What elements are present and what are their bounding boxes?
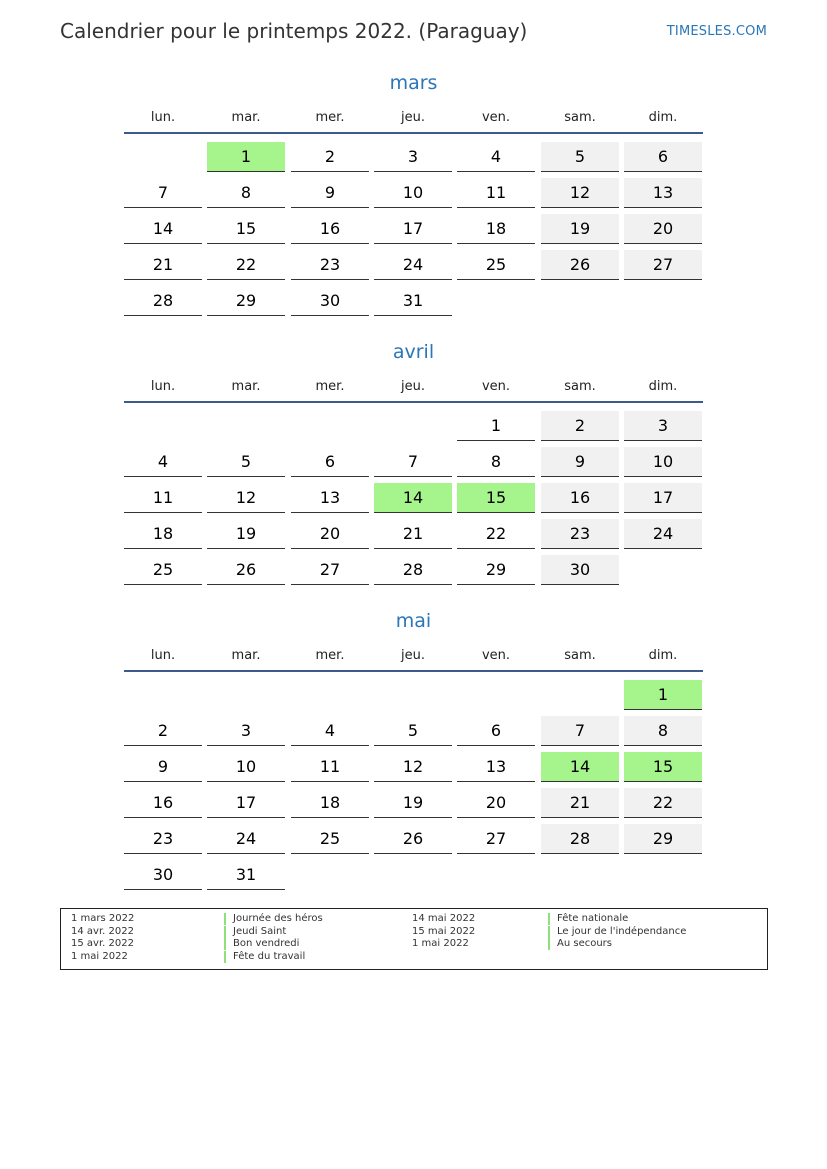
day-cell: 15 xyxy=(207,214,285,244)
day-cell: 7 xyxy=(374,447,452,477)
day-cell: 23 xyxy=(291,250,369,280)
legend-holiday-name: Le jour de l'indépendance xyxy=(548,926,686,938)
weekday-header xyxy=(124,379,703,399)
day-cell: 27 xyxy=(624,250,702,280)
header-rule xyxy=(124,132,703,134)
day-cell: 10 xyxy=(624,447,702,477)
day-cell: 28 xyxy=(541,824,619,854)
day-cell: 1 xyxy=(457,411,535,441)
weekday-label: lun. xyxy=(150,648,176,663)
day-cell: 9 xyxy=(124,752,202,782)
day-cell: 26 xyxy=(207,555,285,585)
day-cell: 23 xyxy=(541,519,619,549)
day-cell: 21 xyxy=(374,519,452,549)
day-cell: 16 xyxy=(541,483,619,513)
day-cell: 22 xyxy=(624,788,702,818)
day-cell: 17 xyxy=(374,214,452,244)
day-cell: 8 xyxy=(624,716,702,746)
day-cell: 26 xyxy=(374,824,452,854)
weekday-label: sam. xyxy=(564,110,596,125)
day-cell: 17 xyxy=(624,483,702,513)
day-cell: 10 xyxy=(207,752,285,782)
day-cell: 11 xyxy=(124,483,202,513)
weekday-label: mer. xyxy=(315,648,345,663)
legend-date: 14 avr. 2022 xyxy=(71,925,134,937)
weekday-label: mar. xyxy=(231,648,261,663)
day-cell: 11 xyxy=(291,752,369,782)
legend-holiday-name: Bon vendredi xyxy=(224,938,299,950)
page-title: Calendrier pour le printemps 2022. (Paraguay) xyxy=(60,19,528,43)
day-cell: 4 xyxy=(457,142,535,172)
day-cell: 3 xyxy=(207,716,285,746)
day-cell: 12 xyxy=(207,483,285,513)
day-cell-holiday: 14 xyxy=(374,483,452,513)
day-cell: 21 xyxy=(541,788,619,818)
day-cell: 8 xyxy=(457,447,535,477)
day-cell: 25 xyxy=(291,824,369,854)
weekday-label: sam. xyxy=(564,379,596,394)
day-cell-holiday: 15 xyxy=(624,752,702,782)
day-cell: 20 xyxy=(457,788,535,818)
legend-date: 15 mai 2022 xyxy=(412,925,476,937)
day-cell: 8 xyxy=(207,178,285,208)
day-cell: 17 xyxy=(207,788,285,818)
day-cell: 23 xyxy=(124,824,202,854)
day-cell: 4 xyxy=(124,447,202,477)
day-cell: 31 xyxy=(374,286,452,316)
day-cell: 30 xyxy=(541,555,619,585)
month-name: mars xyxy=(389,72,438,94)
legend-holiday-name: Fête nationale xyxy=(548,913,628,925)
weekday-label: jeu. xyxy=(401,379,425,394)
day-cell: 18 xyxy=(291,788,369,818)
legend-date: 14 mai 2022 xyxy=(412,913,476,924)
day-cell: 28 xyxy=(124,286,202,316)
day-cell: 24 xyxy=(624,519,702,549)
legend-holiday-name: Jeudi Saint xyxy=(224,926,286,938)
day-cell: 5 xyxy=(374,716,452,746)
weekday-label: ven. xyxy=(481,110,511,125)
weekday-label: ven. xyxy=(481,379,511,394)
day-cell: 25 xyxy=(457,250,535,280)
weekday-label: mar. xyxy=(231,379,261,394)
day-cell: 11 xyxy=(457,178,535,208)
day-cell-holiday: 14 xyxy=(541,752,619,782)
day-cell: 2 xyxy=(124,716,202,746)
day-cell-holiday: 1 xyxy=(624,680,702,710)
legend-holiday-name: Fête du travail xyxy=(224,951,305,963)
day-cell: 13 xyxy=(457,752,535,782)
day-cell: 19 xyxy=(541,214,619,244)
header-rule xyxy=(124,670,703,672)
day-cell: 20 xyxy=(291,519,369,549)
day-cell-holiday: 15 xyxy=(457,483,535,513)
day-cell: 16 xyxy=(124,788,202,818)
day-cell: 5 xyxy=(541,142,619,172)
day-cell: 24 xyxy=(374,250,452,280)
day-cell: 25 xyxy=(124,555,202,585)
day-cell: 21 xyxy=(124,250,202,280)
header-rule xyxy=(124,401,703,403)
day-cell: 30 xyxy=(124,860,202,890)
day-cell: 19 xyxy=(374,788,452,818)
weekday-label: dim. xyxy=(648,110,678,125)
day-cell: 9 xyxy=(541,447,619,477)
day-cell-holiday: 1 xyxy=(207,142,285,172)
day-cell: 5 xyxy=(207,447,285,477)
day-cell: 31 xyxy=(207,860,285,890)
legend-date: 1 mai 2022 xyxy=(71,951,128,963)
legend-date: 1 mars 2022 xyxy=(71,913,135,924)
day-cell: 28 xyxy=(374,555,452,585)
day-cell: 22 xyxy=(207,250,285,280)
weekday-label: dim. xyxy=(648,379,678,394)
day-cell: 18 xyxy=(457,214,535,244)
weekday-label: mer. xyxy=(315,110,345,125)
day-cell: 27 xyxy=(291,555,369,585)
day-cell: 3 xyxy=(624,411,702,441)
weekday-label: mer. xyxy=(315,379,345,394)
day-cell: 20 xyxy=(624,214,702,244)
day-cell: 3 xyxy=(374,142,452,172)
day-cell: 6 xyxy=(291,447,369,477)
legend-holiday-name: Au secours xyxy=(548,938,612,950)
day-cell: 16 xyxy=(291,214,369,244)
day-cell: 6 xyxy=(624,142,702,172)
day-cell: 13 xyxy=(624,178,702,208)
day-cell: 2 xyxy=(541,411,619,441)
day-cell: 29 xyxy=(207,286,285,316)
legend-date: 15 avr. 2022 xyxy=(71,938,134,950)
day-cell: 30 xyxy=(291,286,369,316)
weekday-label: mar. xyxy=(231,110,261,125)
brand-link[interactable]: TIMESLES.COM xyxy=(666,24,767,39)
day-cell: 24 xyxy=(207,824,285,854)
legend-date: 1 mai 2022 xyxy=(412,938,469,950)
day-cell: 2 xyxy=(291,142,369,172)
day-cell: 27 xyxy=(457,824,535,854)
day-cell: 10 xyxy=(374,178,452,208)
holiday-legend xyxy=(60,908,768,970)
day-cell: 6 xyxy=(457,716,535,746)
weekday-label: lun. xyxy=(150,379,176,394)
day-cell: 14 xyxy=(124,214,202,244)
day-cell: 7 xyxy=(124,178,202,208)
weekday-header xyxy=(124,648,703,668)
month-name: avril xyxy=(392,341,435,363)
day-cell: 12 xyxy=(541,178,619,208)
day-cell: 18 xyxy=(124,519,202,549)
day-cell: 29 xyxy=(457,555,535,585)
day-cell: 9 xyxy=(291,178,369,208)
day-cell: 12 xyxy=(374,752,452,782)
legend-holiday-name: Journée des héros xyxy=(224,913,323,925)
day-cell: 22 xyxy=(457,519,535,549)
day-cell: 13 xyxy=(291,483,369,513)
day-cell: 26 xyxy=(541,250,619,280)
day-cell: 19 xyxy=(207,519,285,549)
weekday-label: dim. xyxy=(648,648,678,663)
weekday-label: lun. xyxy=(150,110,176,125)
weekday-header xyxy=(124,110,703,130)
day-cell: 4 xyxy=(291,716,369,746)
weekday-label: sam. xyxy=(564,648,596,663)
weekday-label: jeu. xyxy=(401,110,425,125)
day-cell: 7 xyxy=(541,716,619,746)
weekday-label: jeu. xyxy=(401,648,425,663)
month-name: mai xyxy=(395,610,432,632)
weekday-label: ven. xyxy=(481,648,511,663)
day-cell: 29 xyxy=(624,824,702,854)
